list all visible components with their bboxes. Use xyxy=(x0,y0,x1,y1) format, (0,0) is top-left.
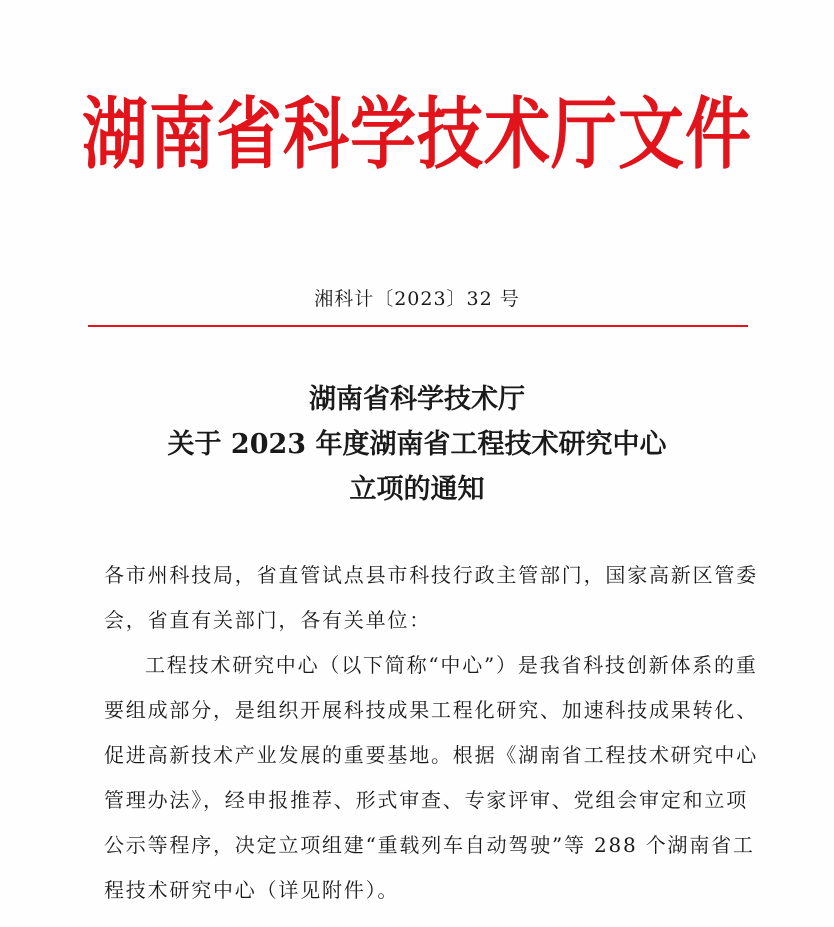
body-paragraph-1: 工程技术研究中心（以下简称“中心”）是我省科技创新体系的重要组成部分，是组织开展科技成果工程化研究、加速科技成果转化、促进高新技术产业发展的重要基地。根据《湖南省工程技术研究中心管理办法》，经申报推荐、形式审查、专家评审、党组会审定和立项公示等程序，决定立项组建“重载列车自动驾驶”等 288 个湖南省工程技术研究中心（详见附件）。 xyxy=(104,653,758,902)
document-body xyxy=(104,553,764,913)
notice-title xyxy=(0,377,834,512)
masthead-title: 湖南省科学技术厅文件 xyxy=(82,88,752,180)
title-line-3: 立项的通知 xyxy=(349,474,485,505)
salutation: 各市州科技局，省直管试点县市科技行政主管部门，国家高新区管委会，省直有关部门，各有关单位： xyxy=(104,563,758,632)
title-line-1: 湖南省科学技术厅 xyxy=(309,384,525,415)
document-number: 湘科计〔2023〕32 号 xyxy=(314,288,520,310)
title-line-2: 关于 2023 年度湖南省工程技术研究中心 xyxy=(167,429,667,460)
red-divider-line xyxy=(88,325,748,327)
